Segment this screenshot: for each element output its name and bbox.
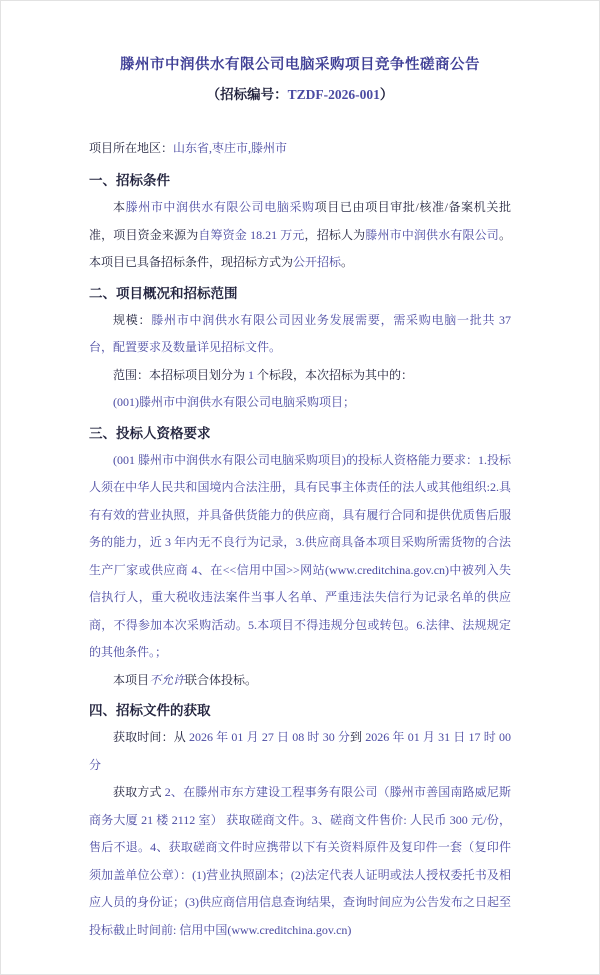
paragraph (89, 779, 511, 944)
text-segment: 本 (113, 200, 126, 214)
section-heading-2: 二、项目概况和招标范围 (89, 285, 238, 301)
text-segment: ） (379, 87, 394, 102)
text-segment: 滕州市中润供水有限公司因业务发展需要，需采购电脑一批共 37 台，配置要求及数量详见招标文件。 (89, 312, 511, 354)
paragraph (89, 724, 511, 779)
paragraph (89, 447, 511, 667)
text-segment: 2026 年 01 月 31 日 17 时 00 分 (89, 730, 511, 772)
text-segment: 到 (349, 730, 366, 744)
text-segment: (001 滕州市中润供水有限公司电脑采购项目)的投标人资格能力要求：1.投标人须在中华人民共和国境内合法注册，具有民事主体责任的法人或其他组织:2.具有有效的营业执照，并具备供货能力的供应商，具有履行合同和提供优质售后服务的能力，近 3 年内无不良行为记录，3.供应商具备本项目采购所需货物的合法生产厂家或供应商 4、在<<信用中国>>网站(www.creditchina.gov.cn)中被列入失信执行人，重大税收违法案件当事人名单、严重违法失信行为记录名单的供应商，不得参加本次采购活动。5.本项目不得违规分包或转包。6.法律、法规规定的其他条件。； (89, 452, 511, 659)
text-segment: 2、在滕州市东方建设工程事务有限公司（滕州市善国南路威尼斯商务大厦 21 楼 2112 室） 获取磋商文件。3、磋商文件售价: 人民币 300 元/份，售后不退。4、获取磋商文件时应携带以下有关资料原件及复印件一套（复印件须加盖单位公章）：(1)营业执照副本；(2)法定代表人证明或法人授权委托书及相应人员的身份证；(3)供应商信用信息查询结果，查询时间应为公告发布之日起至投标截止时间前: 信用中国(www.creditchina.gov.cn) (89, 785, 511, 937)
text-segment: 山东省,枣庄市,滕州市 (173, 141, 288, 155)
text-segment: 规模： (113, 312, 152, 327)
text-segment: 1 (248, 367, 255, 382)
text-segment: 滕州市中润供水有限公司电脑采购 (125, 200, 315, 214)
text-segment: 本项目 (113, 672, 150, 687)
text-segment: 。 (341, 255, 354, 269)
paragraph (89, 362, 511, 390)
section-heading-4: 四、招标文件的获取 (89, 703, 211, 718)
text-segment: 自筹资金 18.21 万元 (198, 227, 305, 242)
text-segment: 项目所在地区： (89, 141, 174, 155)
section-heading-3: 三、投标人资格要求 (89, 425, 211, 441)
text-segment: 公开招标 (293, 255, 342, 269)
text-segment: (001)滕州市中润供水有限公司电脑采购项目； (113, 395, 355, 409)
text-segment: 个标段，本次招标为其中的： (254, 367, 414, 382)
document-title: 滕州市中润供水有限公司电脑采购项目竞争性磋商公告 (120, 57, 480, 73)
paragraph (89, 389, 511, 417)
project-location-line (89, 137, 511, 159)
text-segment: 获取方式 (113, 785, 165, 799)
text-segment: 联合体投标。 (185, 672, 258, 687)
text-segment: 不允许 (149, 672, 186, 687)
text-segment: （招标编号： (206, 87, 288, 102)
text-segment: TZDF-2026-001 (287, 87, 380, 102)
text-segment: 。本项目已具备招标条件，现招标方式为 (89, 227, 511, 269)
text-segment: 2026 年 01 月 27 日 08 时 30 分 (189, 730, 350, 744)
text-segment: 获取时间：从 (113, 730, 189, 744)
paragraph (89, 194, 511, 277)
text-segment: 滕州市中润供水有限公司 (365, 227, 499, 242)
text-segment: 范围：本招标项目划分为 (113, 367, 249, 382)
section-heading-1: 一、招标条件 (89, 173, 170, 188)
document-subtitle (89, 85, 511, 105)
paragraph (89, 667, 511, 695)
text-segment: ，招标人为 (304, 227, 366, 242)
text-segment: 项目已由项目审批/核准/备案机关批准，项目资金来源为 (89, 200, 511, 242)
paragraph (89, 307, 511, 362)
document-sections (89, 167, 511, 944)
